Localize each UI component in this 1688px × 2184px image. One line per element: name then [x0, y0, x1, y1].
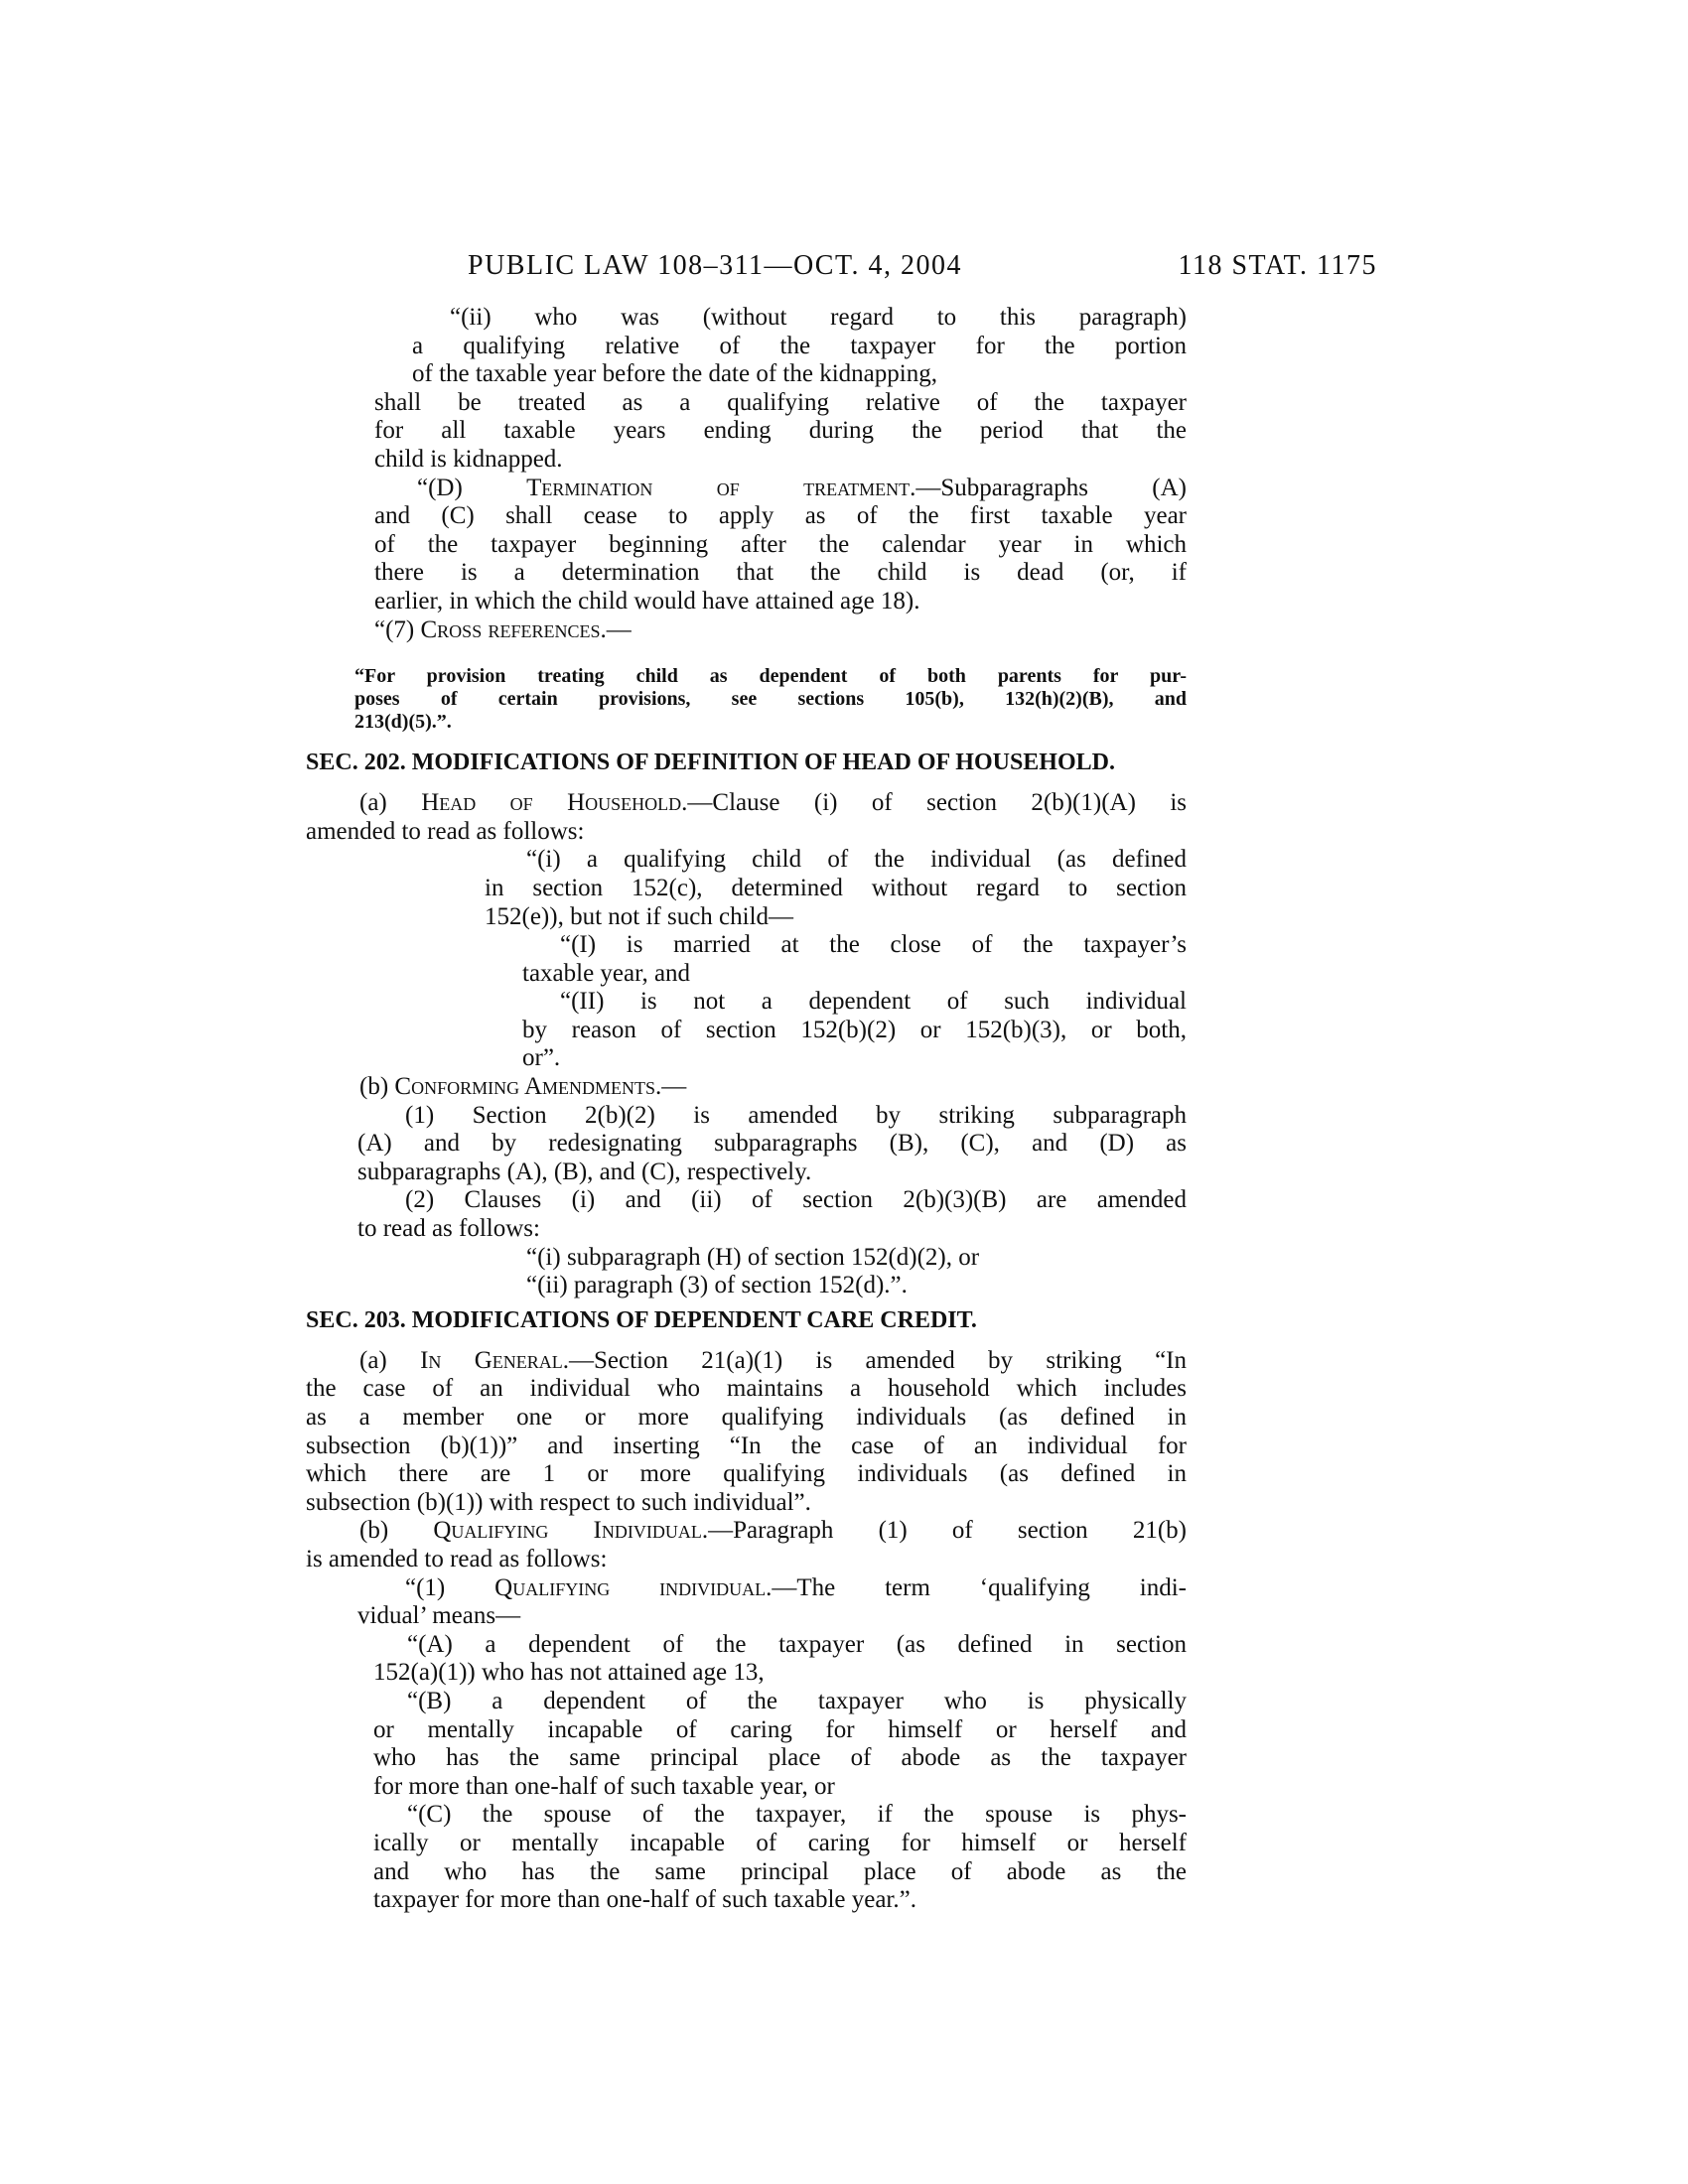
header-stat-page: 118 STAT. 1175 — [1178, 250, 1377, 281]
text-line — [306, 1347, 1187, 1376]
statute-paragraph — [412, 304, 1187, 389]
text-line — [354, 688, 1187, 711]
header-law-title: PUBLIC LAW 108–311—OCT. 4, 2004 — [468, 250, 962, 281]
text-run: poses of certain provisions, see sections 105(b), 132(h)(2)(B), and — [354, 688, 1187, 711]
text-line — [357, 1159, 1187, 1187]
text-run: .— — [655, 1073, 687, 1101]
text-run: as a member one or more qualifying individuals (as defined in — [306, 1404, 1187, 1431]
text-line — [306, 1375, 1187, 1404]
text-line — [306, 1073, 1187, 1102]
text-run: subparagraphs (A), (B), and (C), respectively. — [357, 1158, 812, 1185]
statute-paragraph — [485, 1244, 1187, 1273]
text-line — [374, 616, 1187, 645]
text-run: “(ii) who was (without regard to this paragraph) — [450, 304, 1187, 331]
text-line — [357, 1102, 1187, 1131]
text-line — [357, 1215, 1187, 1244]
small-caps-run: Cross references — [420, 615, 601, 643]
text-run: or”. — [522, 1044, 561, 1072]
statute-paragraph — [306, 789, 1187, 846]
text-run: subsection (b)(1)) with respect to such individual”. — [306, 1488, 811, 1516]
text-line — [485, 1244, 1187, 1273]
statute-paragraph — [373, 1688, 1187, 1801]
text-line — [306, 1404, 1187, 1433]
small-caps-run: In General — [420, 1346, 563, 1374]
text-line — [522, 1044, 1187, 1073]
text-line — [354, 711, 1187, 734]
text-line — [485, 846, 1187, 875]
text-line — [306, 1460, 1187, 1489]
text-run: .—Section 21(a)(1) is amended by striking “In — [562, 1346, 1187, 1374]
statute-paragraph — [306, 1073, 1187, 1102]
text-line — [374, 559, 1187, 588]
text-run: shall be treated as a qualifying relative of the taxpayer — [374, 388, 1187, 416]
statute-paragraph — [522, 988, 1187, 1073]
text-run: (a) — [359, 1346, 421, 1374]
text-line — [485, 903, 1187, 932]
text-line — [306, 789, 1187, 818]
text-line — [373, 1631, 1187, 1660]
text-run: (1) Section 2(b)(2) is amended by striking subparagraph — [405, 1101, 1187, 1129]
text-run: “(1) — [405, 1573, 495, 1601]
text-line — [374, 389, 1187, 418]
statute-paragraph — [485, 1272, 1187, 1300]
text-line — [522, 960, 1187, 989]
text-line — [306, 818, 1187, 847]
text-run: “(i) subparagraph (H) of section 152(d)(2), or — [526, 1243, 980, 1271]
text-line — [374, 417, 1187, 446]
statute-paragraph — [373, 1801, 1187, 1914]
cross-reference-note — [354, 665, 1187, 734]
text-run: or mentally incapable of caring for himself or herself and — [373, 1715, 1187, 1743]
text-line — [373, 1659, 1187, 1688]
text-run: “(ii) paragraph (3) of section 152(d).”. — [526, 1272, 908, 1299]
text-line — [373, 1716, 1187, 1745]
text-run: .— — [600, 615, 632, 643]
text-line — [412, 333, 1187, 361]
text-run: and who has the same principal place of abode as the — [373, 1857, 1187, 1885]
section-heading — [306, 749, 1187, 777]
statute-paragraph — [357, 1186, 1187, 1243]
text-run: (b) — [359, 1073, 395, 1101]
text-run: 213(d)(5).”. — [354, 711, 452, 734]
text-run: .—Clause (i) of section 2(b)(1)(A) is — [681, 789, 1188, 817]
text-run: “(I) is married at the close of the taxpayer’s — [560, 931, 1187, 959]
text-run: (2) Clauses (i) and (ii) of section 2(b)(3)(B) are amended — [405, 1186, 1187, 1214]
text-line — [374, 531, 1187, 560]
text-line — [522, 931, 1187, 960]
small-caps-run: Conforming Amendments — [394, 1073, 656, 1101]
text-run: taxable year, and — [522, 959, 691, 987]
text-run: vidual’ means— — [357, 1602, 521, 1630]
text-line — [412, 304, 1187, 333]
statute-paragraph — [485, 846, 1187, 931]
text-line — [306, 1489, 1187, 1518]
statute-paragraph — [374, 475, 1187, 616]
text-run: .—Paragraph (1) of section 21(b) — [701, 1517, 1187, 1545]
text-run: “(II) is not a dependent of such individual — [560, 988, 1187, 1016]
text-run: (b) — [359, 1517, 434, 1545]
text-run: “(D) — [417, 474, 527, 501]
text-run: (a) — [359, 789, 422, 817]
text-run: SEC. 202. MODIFICATIONS OF DEFINITION OF HEAD OF HOUSEHOLD. — [306, 750, 1115, 776]
statute-paragraph — [522, 931, 1187, 988]
text-run: SEC. 203. MODIFICATIONS OF DEPENDENT CARE CREDIT. — [306, 1306, 977, 1333]
text-run: for more than one-half of such taxable year, or — [373, 1772, 835, 1800]
statute-paragraph — [373, 1631, 1187, 1688]
text-run: 152(e)), but not if such child— — [485, 902, 794, 930]
text-line — [373, 1801, 1187, 1830]
statute-paragraph — [306, 1347, 1187, 1518]
statute-paragraph — [306, 1517, 1187, 1573]
text-line — [306, 1517, 1187, 1546]
text-line — [522, 1017, 1187, 1045]
text-line — [306, 1546, 1187, 1574]
text-run: subsection (b)(1))” and inserting “In the case of an individual for — [306, 1432, 1187, 1459]
text-line — [373, 1744, 1187, 1773]
text-run: earlier, in which the child would have attained age 18). — [374, 587, 920, 614]
text-run: by reason of section 152(b)(2) or 152(b)(3), or both, — [522, 1016, 1187, 1043]
text-run: “(i) a qualifying child of the individual (as defined — [526, 846, 1187, 874]
text-run: .—The term ‘qualifying indi- — [766, 1573, 1188, 1601]
text-run: “(B) a dependent of the taxpayer who is physically — [407, 1687, 1187, 1714]
text-run: in section 152(c), determined without regard to section — [485, 874, 1187, 901]
text-run: a qualifying relative of the taxpayer for the portion — [412, 332, 1187, 359]
text-line — [522, 988, 1187, 1017]
statute-body — [306, 304, 1187, 1915]
text-run: and (C) shall cease to apply as of the first taxable year — [374, 502, 1187, 530]
text-line — [374, 588, 1187, 616]
text-run: who has the same principal place of abode as the taxpayer — [373, 1744, 1187, 1772]
text-line — [357, 1574, 1187, 1603]
text-run: “(A) a dependent of the taxpayer (as defined in section — [407, 1630, 1187, 1658]
text-run: taxpayer for more than one-half of such taxable year.”. — [373, 1886, 916, 1914]
text-line — [373, 1886, 1187, 1915]
statute-paragraph — [374, 389, 1187, 475]
text-line — [374, 446, 1187, 475]
text-line — [373, 1773, 1187, 1802]
text-run: child is kidnapped. — [374, 445, 563, 473]
text-line — [306, 1306, 1187, 1335]
text-run: there is a determination that the child is dead (or, if — [374, 559, 1187, 587]
text-line — [374, 502, 1187, 531]
text-run: 152(a)(1)) who has not attained age 13, — [373, 1659, 765, 1687]
text-line — [374, 475, 1187, 503]
text-line — [357, 1186, 1187, 1215]
statute-paragraph — [374, 616, 1187, 645]
text-line — [357, 1602, 1187, 1631]
text-run: which there are 1 or more qualifying individuals (as defined in — [306, 1460, 1187, 1488]
text-run: is amended to read as follows: — [306, 1545, 608, 1572]
small-caps-run: Qualifying individual — [494, 1573, 767, 1601]
text-run: ically or mentally incapable of caring for himself or herself — [373, 1829, 1187, 1856]
statute-paragraph — [357, 1574, 1187, 1631]
text-line — [306, 749, 1187, 777]
text-run: the case of an individual who maintains a household which includes — [306, 1375, 1187, 1403]
text-line — [373, 1830, 1187, 1858]
text-run: “(7) — [374, 615, 421, 643]
text-line — [485, 875, 1187, 903]
text-line — [354, 665, 1187, 688]
text-run: for all taxable years ending during the period that the — [374, 417, 1187, 445]
running-head — [0, 250, 1688, 284]
text-line — [373, 1688, 1187, 1716]
text-run: “For provision treating child as dependent of both parents for pur- — [354, 665, 1187, 688]
text-run: of the taxable year before the date of the kidnapping, — [412, 360, 937, 388]
statute-paragraph — [357, 1102, 1187, 1187]
text-line — [373, 1858, 1187, 1887]
section-heading — [306, 1306, 1187, 1335]
text-run: of the taxpayer beginning after the calendar year in which — [374, 530, 1187, 558]
text-line — [357, 1130, 1187, 1159]
small-caps-run: Termination of treatment — [526, 474, 911, 501]
text-run: to read as follows: — [357, 1215, 540, 1243]
text-run: (A) and by redesignating subparagraphs (B), (C), and (D) as — [357, 1130, 1187, 1158]
text-run: .—Subparagraphs (A) — [910, 474, 1187, 501]
text-line — [412, 360, 1187, 389]
text-line — [485, 1272, 1187, 1300]
text-line — [306, 1433, 1187, 1461]
text-run: amended to read as follows: — [306, 817, 585, 845]
text-run: “(C) the spouse of the taxpayer, if the spouse is phys- — [407, 1801, 1187, 1829]
small-caps-run: Head of Household — [421, 789, 682, 817]
small-caps-run: Qualifying Individual — [433, 1517, 702, 1545]
